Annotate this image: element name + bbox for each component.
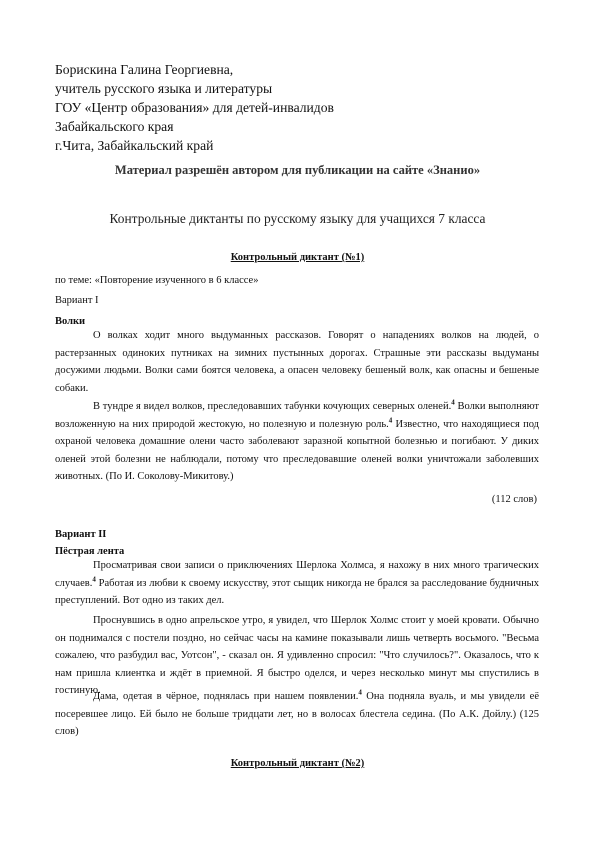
dictation1-heading: Контрольный диктант (№1) — [230, 252, 365, 263]
author-position: учитель русского языка и литературы — [55, 81, 273, 96]
variant1-title: Волки — [55, 316, 86, 327]
text-span: Она подняла вуаль, и мы увидели её посеревшее лицо. Ей было не больше тридцати лет, но в волосах блестела седина. (По А.К. Дойлу.) (125 слов) — [55, 691, 539, 738]
variant2-paragraph-3 — [55, 688, 539, 741]
dictation2-heading: Контрольный диктант (№2) — [230, 758, 365, 769]
text-span: Дама, одетая в чёрное, поднялась при нашем появлении. — [93, 691, 359, 702]
variant2-label: Вариант II — [55, 529, 107, 540]
text-span: Волки выполняют возложенную на них природой жестокую, но полезную и полезную роль. — [55, 401, 539, 430]
author-city: г.Чита, Забайкальский край — [55, 138, 214, 153]
text-span: Работая из любви к своему искусству, этот сыщик никогда не брался за расследование будничных преступлений. Вот одно из таких дел. — [55, 577, 539, 607]
author-region: Забайкальского края — [55, 119, 174, 134]
text-span: В тундре я видел волков, преследовавших табунки кочующих северных оленей. — [93, 401, 452, 412]
publication-notice: Материал разрешён автором для публикации на сайте «Знанио» — [114, 163, 481, 177]
variant2-paragraph-1 — [55, 557, 539, 610]
footnote-mark: 4 — [451, 398, 455, 407]
author-institution: ГОУ «Центр образования» для детей-инвалидов — [55, 100, 334, 115]
variant1-label: Вариант I — [55, 295, 99, 306]
text-span: Известно, что находящиеся под охраной человека домашние олени часто заболевают заразной копытной болезнью и погибают. У диких оленей этой болезни не наблюдали, потому что преследовавшие оленей волки уничтожали заболевших животных. (По И. Соколову-Микитову.) — [55, 418, 539, 483]
text-span: Просматривая свои записи о приключениях Шерлока Холмса, я нахожу в них много трагических случаев. — [55, 560, 539, 589]
variant1-paragraph-1: О волках ходит много выдуманных рассказов. Говорят о нападениях волков на людей, о растерзанных одиноких путниках на зимних пустынных дорогах. Страшные эти рассказы выдуманы досужими людьми. Волки сами боятся человека, а опасен человеку бешеный волк, как опасны и бешеные собаки. — [55, 330, 539, 394]
footnote-mark: 4 — [92, 575, 96, 584]
variant2-paragraph-2: Проснувшись в одно апрельское утро, я увидел, что Шерлок Холмс стоит у моей кровати. Обычно он поднимался с постели поздно, но сейчас часы на камине показывали лишь четверть восьмого. "Весьма сожалею, что разбудил вас, Уотсон", - сказал он. Я удивленно спросил: "Что случилось?". Оказалось, что к нам пришла клиентка и ждёт в приемной. Я быстро оделся, и через несколько минут мы спустились в гостиную. — [55, 615, 539, 697]
dictation1-topic: по теме: «Повторение изученного в 6 классе» — [55, 275, 259, 286]
footnote-mark: 4 — [388, 416, 393, 425]
author-name: Борискина Галина Георгиевна, — [55, 62, 234, 77]
variant1-paragraph-2 — [55, 398, 539, 486]
document-title: Контрольные диктанты по русскому языку для учащихся 7 класса — [109, 211, 486, 226]
variant2-title: Пёстрая лента — [55, 546, 125, 557]
footnote-mark: 4 — [358, 688, 362, 697]
variant1-word-count: (112 слов) — [491, 494, 537, 505]
author-info — [55, 60, 334, 155]
